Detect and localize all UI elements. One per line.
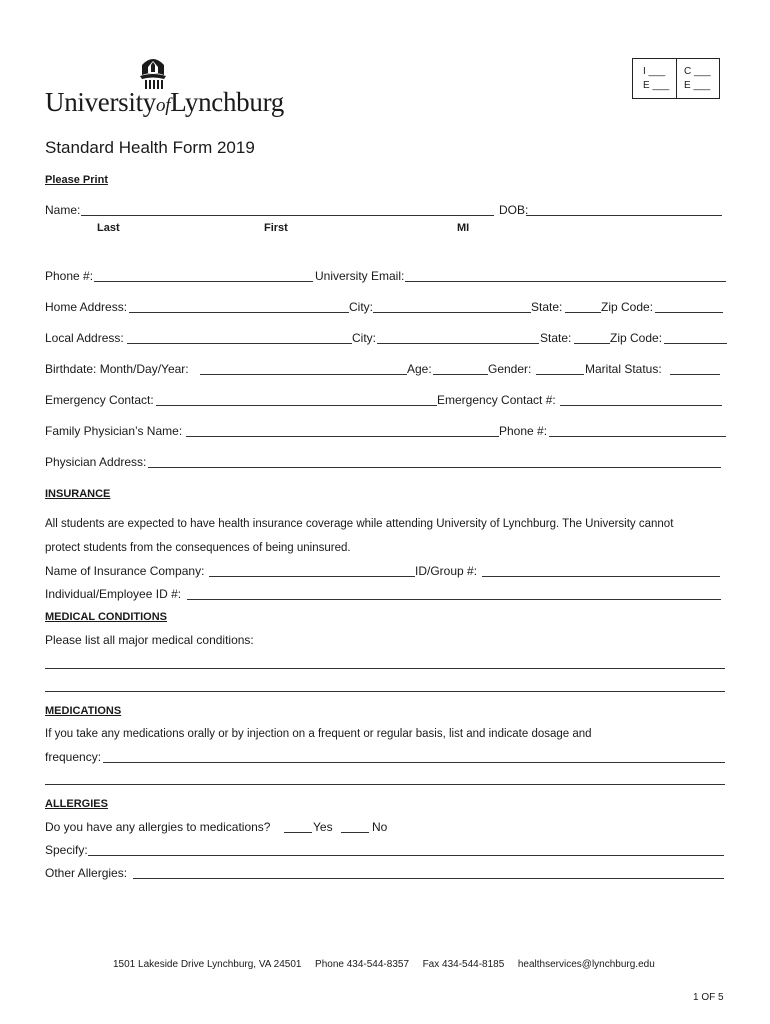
phone-label: Phone #: [45,269,94,283]
medical-conditions-heading: MEDICAL CONDITIONS [45,611,168,623]
medical-conditions-prompt: Please list all major medical conditions: [45,633,254,647]
insurance-statement-line2: protect students from the consequences of being uninsured. [45,542,351,554]
university-seal-icon [136,55,170,91]
insurance-company-label: Name of Insurance Company: [45,564,205,578]
office-box-divider [676,59,677,98]
home-city-field[interactable] [373,312,531,313]
allergies-yes-field[interactable] [284,832,312,833]
office-box-e-right: E ___ [684,80,711,91]
university-logo [45,87,284,118]
home-state-label: State: [531,300,563,314]
other-allergies-label: Other Allergies: [45,866,128,880]
id-group-field[interactable] [482,576,720,577]
physician-address-field[interactable] [148,467,721,468]
id-group-label: ID/Group #: [415,564,478,578]
physician-address-label: Physician Address: [45,455,147,469]
insurance-heading: INSURANCE [45,488,111,500]
medications-line-2[interactable] [45,784,725,785]
local-city-field[interactable] [377,343,539,344]
insurance-statement-line1: All students are expected to have health insurance coverage while attending University of Lynchburg. The University cannot [45,518,674,530]
other-allergies-field[interactable] [133,878,724,879]
allergies-heading: ALLERGIES [45,798,108,810]
medical-conditions-line-2[interactable] [45,691,725,692]
name-field[interactable] [81,215,494,216]
logo-text-end: Lynchburg [170,87,284,117]
local-state-field[interactable] [574,343,610,344]
frequency-field[interactable] [103,762,725,763]
medications-heading: MEDICATIONS [45,705,122,717]
home-state-field[interactable] [565,312,601,313]
middle-initial-label: MI [457,222,470,234]
page-number: 1 OF 5 [693,992,724,1003]
local-address-field[interactable] [127,343,352,344]
emergency-contact-label: Emergency Contact: [45,393,154,407]
home-zip-field[interactable] [655,312,723,313]
footer-contact-info [113,959,655,971]
marital-status-field[interactable] [670,374,720,375]
marital-status-label: Marital Status: [585,362,662,376]
gender-label: Gender: [488,362,532,376]
local-state-label: State: [540,331,572,345]
age-label: Age: [407,362,432,376]
dob-field[interactable] [526,215,722,216]
last-name-label: Last [97,222,120,234]
home-zip-label: Zip Code: [601,300,654,314]
footer-address: 1501 Lakeside Drive Lynchburg, VA 24501 [113,959,302,970]
local-address-label: Local Address: [45,331,124,345]
family-physician-label: Family Physician’s Name: [45,424,183,438]
physician-phone-label: Phone #: [499,424,548,438]
office-use-box [632,58,720,99]
emergency-contact-field[interactable] [156,405,437,406]
name-label: Name: [45,203,81,217]
insurance-company-field[interactable] [209,576,415,577]
footer-phone: Phone 434-544-8357 [315,959,410,970]
allergies-no-field[interactable] [341,832,369,833]
office-box-i: I ___ [643,66,666,77]
office-box-e-left: E ___ [643,80,670,91]
dob-label: DOB: [499,203,529,217]
medications-prompt: If you take any medications orally or by injection on a frequent or regular basis, list and indicate dosage and [45,728,592,740]
family-physician-field[interactable] [186,436,499,437]
allergies-yes-label: Yes [313,820,333,834]
gender-field[interactable] [536,374,584,375]
specify-label: Specify: [45,843,88,857]
frequency-label: frequency: [45,750,102,764]
local-zip-label: Zip Code: [610,331,663,345]
home-city-label: City: [349,300,373,314]
footer-fax: Fax 434-544-8185 [422,959,505,970]
local-zip-field[interactable] [664,343,727,344]
emergency-contact-number-field[interactable] [560,405,722,406]
logo-text-of: of [156,95,171,116]
allergies-no-label: No [372,820,388,834]
individual-id-label: Individual/Employee ID #: [45,587,182,601]
university-email-field[interactable] [405,281,726,282]
physician-phone-field[interactable] [549,436,726,437]
footer-email[interactable]: healthservices@lynchburg.edu [517,959,655,970]
home-address-field[interactable] [129,312,349,313]
office-box-c: C ___ [684,66,711,77]
allergies-question: Do you have any allergies to medications? [45,820,271,834]
individual-id-field[interactable] [187,599,721,600]
logo-text-main: University [45,87,156,117]
please-print-label: Please Print [45,174,108,186]
age-field[interactable] [433,374,488,375]
birthdate-field[interactable] [200,374,407,375]
local-city-label: City: [352,331,376,345]
birthdate-label: Birthdate: Month/Day/Year: [45,362,189,376]
phone-field[interactable] [94,281,313,282]
medical-conditions-line-1[interactable] [45,668,725,669]
university-email-label: University Email: [315,269,405,283]
first-name-label: First [264,222,288,234]
emergency-contact-number-label: Emergency Contact #: [437,393,556,407]
home-address-label: Home Address: [45,300,128,314]
specify-field[interactable] [88,855,724,856]
form-title: Standard Health Form 2019 [45,138,255,157]
